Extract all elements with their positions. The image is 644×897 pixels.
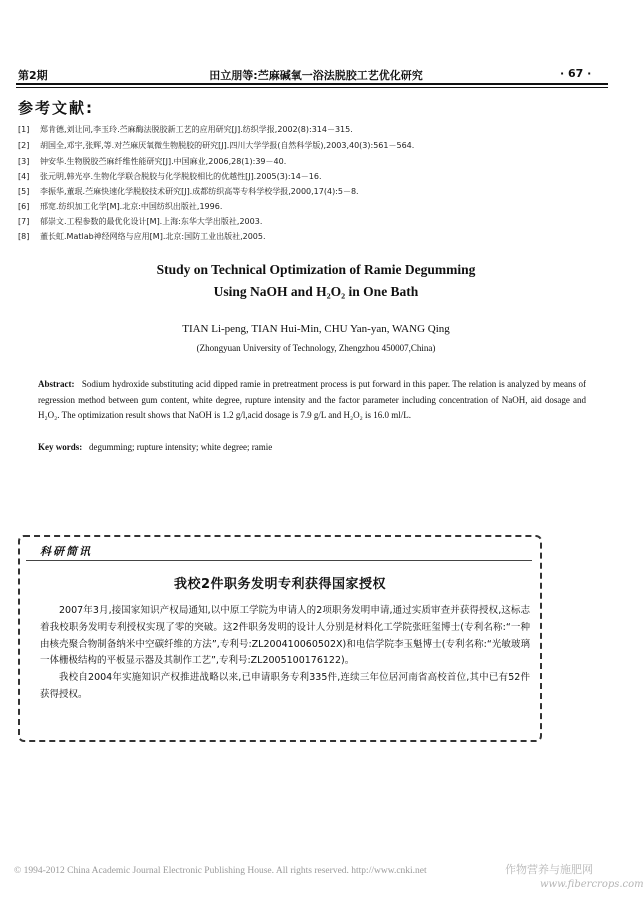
reference-item: [5] 李振华,董珉.苎麻快速化学脱胶技术研究[J].成都纺织高等专科学校学报,2000,17(4):5－8.	[18, 187, 359, 196]
abstract-label: Abstract:	[38, 379, 75, 389]
news-body	[40, 603, 530, 704]
reference-item: [8] 董长虹.Matlab神经网络与应用[M].北京:国防工业出版社,2005.	[18, 232, 266, 241]
affiliation: (Zhongyuan University of Technology, Zhengzhou 450007,China)	[196, 343, 436, 353]
abstract-text: Sodium hydroxide substituting acid dipped ramie in pretreatment process is put forward in this paper. The relation is analyzed by means of regression method between gum content, white degree, rupture intensity and the factor parameter including concentration of NaOH, aid dosage and H₂O₂. The optimization result shows that NaOH is 1.2 g/l,acid dosage is 7.9 g/L and H₂O₂ is 16.0 ml/L.	[38, 379, 587, 420]
news-section-label: 科研简讯	[40, 545, 92, 558]
copyright-footer: © 1994-2012 China Academic Journal Electronic Publishing House. All rights reserved. http://www.cnki.net	[14, 866, 427, 876]
watermark-url: www.fibercrops.com	[540, 879, 644, 890]
author-list: TIAN Li-peng, TIAN Hui-Min, CHU Yan-yan, WANG Qing	[182, 323, 450, 335]
reference-item: [3] 钟安华.生物脱胶苎麻纤维性能研究[J].中国麻业,2006,28(1):39－40.	[18, 157, 287, 166]
page-number: · 67 ·	[560, 67, 592, 80]
keywords-text: degumming; rupture intensity; white degree; ramie	[89, 442, 273, 452]
header-rule	[16, 83, 608, 85]
abstract	[38, 377, 586, 424]
english-title-line2: Using NaOH and H₂O₂ in One Bath	[213, 284, 419, 299]
english-title-line1: Study on Technical Optimization of Ramie Degumming	[156, 262, 476, 277]
references-heading: 参考文献:	[18, 99, 94, 117]
reference-item: [2] 胡国全,邓宇,张辉,等.对苎麻厌氧微生物脱胶的研究[J].四川大学学报(自然科学版),2003,40(3):561－564.	[18, 141, 415, 150]
reference-item: [7] 郁崇文.工程参数的最优化设计[M].上海:东华大学出版社,2003.	[18, 217, 263, 226]
reference-item: [1] 郑肯德,刘让同,李玉玲.苎麻酶法脱胶新工艺的应用研究[J].纺织学报,2002(8):314－315.	[18, 125, 353, 134]
header-rule-thin	[16, 87, 608, 88]
news-paragraph: 2007年3月,接国家知识产权局通知,以中原工学院为申请人的2项职务发明申请,通过实质审查并获得授权,这标志着我校职务发明专利授权实现了零的突破。这2件职务发明的设计人分别是材料化工学院张旺玺博士(专利名称:“一种由核壳聚合物制备纳米中空碳纤维的方法”,专利号:ZL200410060502X)和电信学院李玉魁博士(专利名称:“光敏玻璃一体栅极结构的平板显示器及其制作工艺”,专利号:ZL2005100176122)。	[40, 605, 530, 667]
reference-item: [4] 张元明,韩光亭.生物化学联合脱胶与化学脱胶相比的优越性[J].2005(3):14－16.	[18, 172, 322, 181]
keywords-label: Key words:	[38, 442, 83, 452]
reference-item: [6] 邢宽.纺织加工化学[M].北京:中国纺织出版社,1996.	[18, 202, 223, 211]
news-title: 我校2件职务发明专利获得国家授权	[173, 577, 387, 592]
news-box-divider	[26, 560, 532, 561]
running-title: 田立朋等:苎麻碱氧一浴法脱胶工艺优化研究	[209, 69, 423, 82]
watermark-cn: 作物营养与施肥网	[505, 863, 593, 876]
keywords	[38, 442, 272, 452]
news-paragraph: 我校自2004年实施知识产权推进战略以来,已申请职务专利335件,连续三年位居河南省高校首位,其中已有52件获得授权。	[40, 672, 530, 700]
issue-number: 第2期	[18, 69, 48, 82]
